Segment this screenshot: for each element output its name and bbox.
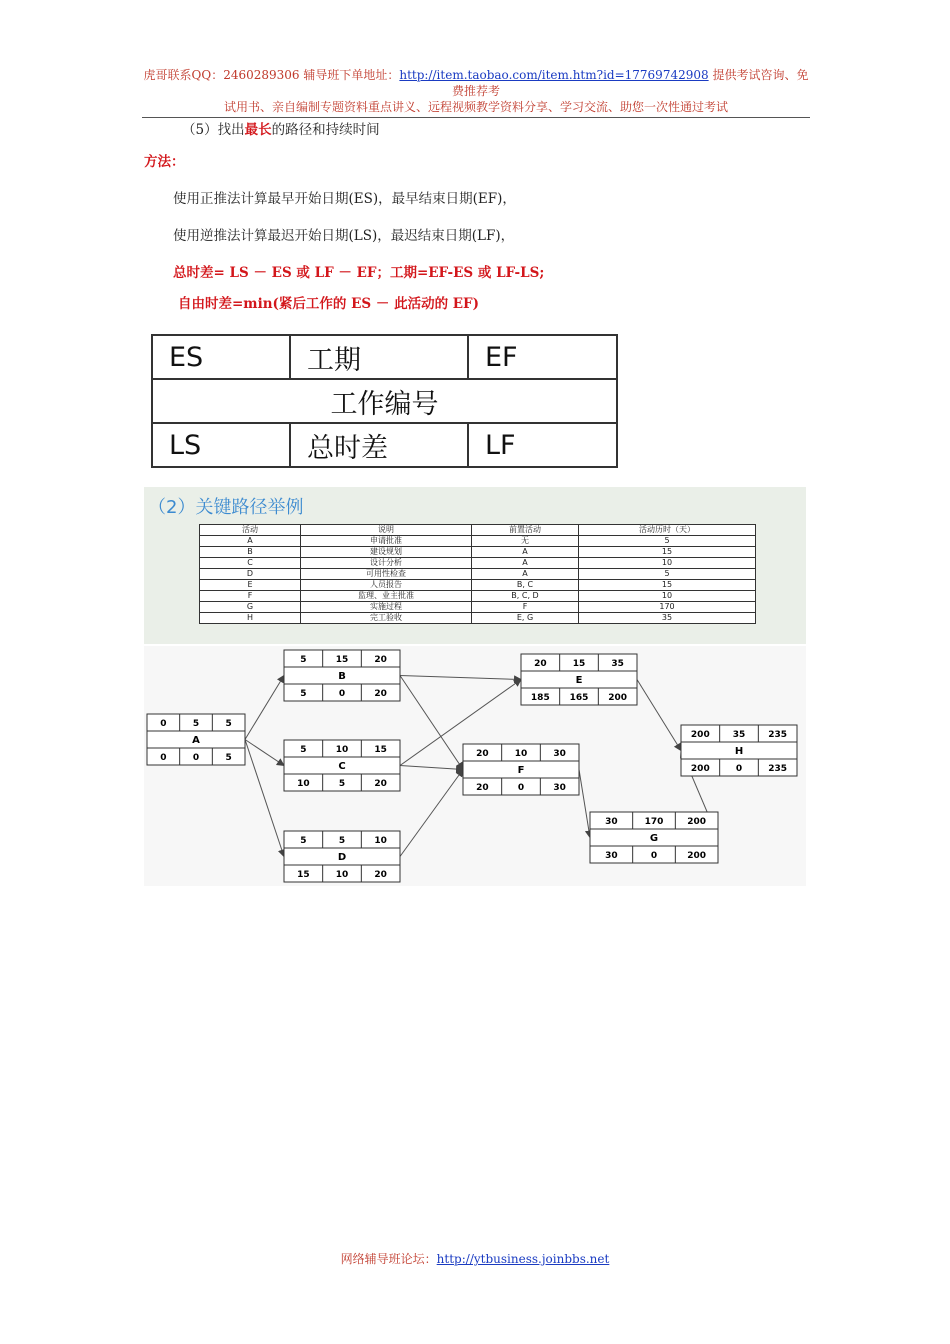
table-cell: F: [472, 602, 579, 613]
node-value: 20: [534, 659, 547, 669]
table-cell: 15: [579, 547, 756, 558]
table-cell: 完工验收: [301, 613, 472, 624]
edge-A-D: [245, 740, 284, 857]
header-promo-line2: 试用书、亲自编制专题资料重点讲义、远程视频教学资料分享、学习交流、助您一次性通过考试: [223, 100, 728, 114]
step5-prefix: （5）找出: [182, 122, 245, 138]
table-row: [200, 536, 756, 547]
footer-label: 网络辅导班论坛：: [340, 1252, 437, 1266]
node-value: 200: [687, 851, 707, 861]
node-value: 200: [690, 730, 710, 740]
step5-suffix: 的路径和持续时间: [271, 122, 380, 138]
legend-lf: LF: [468, 423, 617, 467]
node-legend-table: [151, 334, 618, 468]
node-value: 5: [338, 836, 346, 846]
node-value: 10: [335, 745, 349, 755]
edge-E-H: [637, 680, 681, 751]
table-cell: 5: [579, 536, 756, 547]
node-value: 30: [605, 851, 618, 861]
legend-duration: 工期: [290, 335, 468, 379]
table-cell: 35: [579, 613, 756, 624]
example-title: （2）关键路径举例: [148, 497, 304, 518]
node-label: D: [337, 852, 347, 863]
node-value: 10: [374, 836, 387, 846]
step5-keyword: 最长: [244, 122, 272, 138]
table-cell: C: [200, 558, 301, 569]
node-value: 35: [732, 730, 746, 740]
node-value: 165: [569, 693, 589, 703]
node-label: H: [734, 746, 744, 757]
node-value: 0: [338, 689, 346, 699]
table-cell: 15: [579, 580, 756, 591]
col-description: 说明: [301, 525, 472, 536]
node-value: 5: [192, 719, 200, 729]
table-cell: 建设规划: [301, 547, 472, 558]
table-cell: 10: [579, 591, 756, 602]
header-shop-link[interactable]: http://item.taobao.com/item.htm?id=17769742908: [399, 68, 709, 82]
example-panel: [144, 487, 806, 644]
node-value: 20: [374, 779, 387, 789]
table-cell: 实施过程: [301, 602, 472, 613]
edge-D-F: [400, 770, 463, 857]
node-value: 170: [644, 817, 664, 827]
edge-C-F: [400, 766, 463, 770]
legend-total-float: 总时差: [290, 423, 468, 467]
table-row: [200, 602, 756, 613]
node-label: A: [192, 735, 200, 746]
edge-B-E: [400, 676, 521, 680]
node-value: 200: [687, 817, 707, 827]
node-value: 200: [608, 693, 628, 703]
legend-ls: LS: [152, 423, 290, 467]
node-label: C: [338, 761, 346, 772]
header-contact: 虎哥联系QQ：2460289306 辅导班下单地址：: [143, 68, 400, 82]
table-cell: 可用性检查: [301, 569, 472, 580]
node-value: 0: [650, 851, 658, 861]
legend-es: ES: [152, 335, 290, 379]
node-value: 15: [297, 870, 310, 880]
table-cell: 10: [579, 558, 756, 569]
node-value: 185: [530, 693, 550, 703]
table-cell: D: [200, 569, 301, 580]
col-activity: 活动: [200, 525, 301, 536]
edge-B-F: [400, 676, 463, 770]
node-value: 30: [553, 783, 566, 793]
page-header: [142, 67, 810, 118]
node-value: 15: [335, 655, 349, 665]
table-cell: A: [472, 558, 579, 569]
node-value: 10: [335, 870, 349, 880]
table-cell: E, G: [472, 613, 579, 624]
node-value: 5: [300, 836, 307, 846]
footer-forum-link[interactable]: http://ytbusiness.joinbbs.net: [436, 1252, 610, 1266]
col-predecessor: 前置活动: [472, 525, 579, 536]
method-label: 方法：: [144, 154, 185, 170]
node-value: 5: [300, 745, 307, 755]
table-cell: 无: [472, 536, 579, 547]
node-value: 5: [225, 719, 232, 729]
table-row: [200, 558, 756, 569]
table-cell: 人员报告: [301, 580, 472, 591]
table-row: [200, 547, 756, 558]
node-value: 20: [374, 870, 387, 880]
step5-heading: [182, 118, 380, 138]
backward-pass-text: 使用逆推法计算最迟开始日期(LS)，最迟结束日期(LF)，: [173, 228, 515, 244]
node-label: F: [517, 765, 525, 776]
total-float-formula: 总时差= LS － ES 或 LF － EF；工期=EF-ES 或 LF-LS;: [173, 265, 545, 281]
network-diagram: [144, 646, 806, 886]
table-cell: 170: [579, 602, 756, 613]
table-row: [200, 580, 756, 591]
table-row: [200, 569, 756, 580]
node-value: 0: [160, 753, 167, 763]
node-label: G: [649, 833, 659, 844]
node-value: 15: [374, 745, 387, 755]
node-value: 10: [297, 779, 310, 789]
node-value: 235: [768, 730, 788, 740]
node-value: 20: [374, 689, 387, 699]
free-float-formula: 自由时差=min(紧后工作的 ES － 此活动的 EF): [178, 296, 480, 312]
table-cell: A: [200, 536, 301, 547]
table-row: [200, 613, 756, 624]
table-cell: 申请批准: [301, 536, 472, 547]
forward-pass-text: 使用正推法计算最早开始日期(ES)，最早结束日期(EF)，: [173, 191, 516, 207]
table-cell: H: [200, 613, 301, 624]
node-value: 0: [735, 764, 743, 774]
node-value: 20: [476, 749, 489, 759]
table-cell: A: [472, 547, 579, 558]
activity-table: [199, 524, 756, 624]
edge-F-G: [579, 770, 590, 838]
node-value: 20: [374, 655, 387, 665]
node-value: 5: [225, 753, 232, 763]
header-promo: 提供考试咨询、免费推荐考: [451, 68, 809, 98]
table-cell: 5: [579, 569, 756, 580]
edge-A-B: [245, 676, 284, 740]
legend-work-no: 工作编号: [152, 379, 617, 423]
table-cell: E: [200, 580, 301, 591]
table-cell: 设计分析: [301, 558, 472, 569]
node-value: 10: [514, 749, 528, 759]
table-cell: B, C: [472, 580, 579, 591]
page-footer: [0, 1250, 950, 1267]
node-value: 30: [605, 817, 618, 827]
node-value: 35: [611, 659, 624, 669]
col-duration: 活动历时（天）: [579, 525, 756, 536]
table-cell: B: [200, 547, 301, 558]
table-cell: F: [200, 591, 301, 602]
node-value: 5: [300, 689, 307, 699]
node-value: 235: [768, 764, 788, 774]
node-value: 20: [476, 783, 489, 793]
table-cell: B, C, D: [472, 591, 579, 602]
node-value: 30: [553, 749, 566, 759]
network-diagram-svg: [144, 646, 806, 886]
table-cell: G: [200, 602, 301, 613]
table-row: [200, 591, 756, 602]
edge-A-C: [245, 740, 284, 766]
table-cell: 监理、业主批准: [301, 591, 472, 602]
node-label: E: [575, 675, 583, 686]
legend-ef: EF: [468, 335, 617, 379]
node-value: 5: [300, 655, 307, 665]
node-value: 0: [517, 783, 525, 793]
node-value: 5: [338, 779, 346, 789]
node-label: B: [338, 671, 346, 682]
node-value: 0: [192, 753, 200, 763]
node-value: 15: [572, 659, 586, 669]
node-value: 0: [160, 719, 167, 729]
table-cell: A: [472, 569, 579, 580]
node-value: 200: [690, 764, 710, 774]
